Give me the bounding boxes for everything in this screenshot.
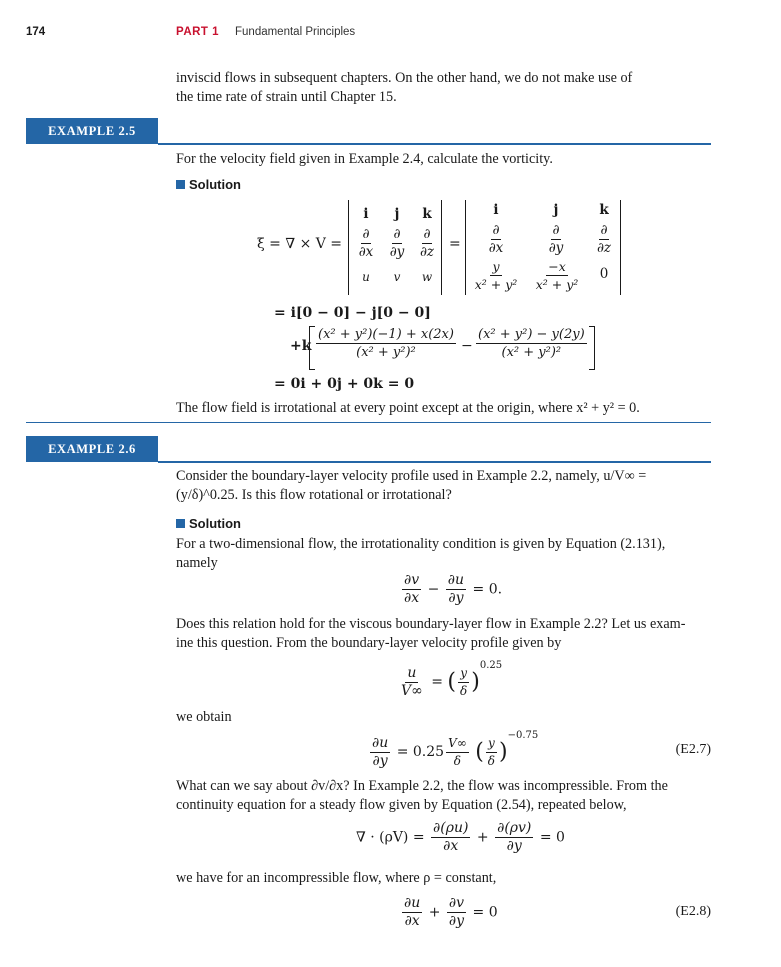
- p1-line-2: namely: [176, 555, 218, 571]
- det-equals: =: [449, 236, 461, 252]
- example-2-6-question-line-2: (y/δ)^0.25. Is this flow rotational or irrotational?: [176, 487, 452, 503]
- section-divider: [26, 422, 711, 423]
- example-2-6-label: EXAMPLE 2.6: [26, 436, 158, 462]
- p4-line-2: continuity equation for a steady flow given by Equation (2.54), repeated below,: [176, 797, 627, 813]
- example-2-6-question-line-1: Consider the boundary-layer velocity profile used in Example 2.2, namely, u/V∞ =: [176, 468, 647, 484]
- equation-e2-7: $\frac{\partial u}{\partial y}$ = 0.25 $\frac{V\infty}{\delta}$ ( $\frac{y}{\delta}$ )$^{-0.75}$: [372, 730, 539, 769]
- det2-d2: $\frac{\partial}{\partial y}$: [548, 222, 564, 256]
- equation-e2-8: $\frac{\partial u}{\partial x}$ + $\frac{\partial v}{\partial y}$ = 0: [404, 895, 498, 929]
- step-2-frac-1: $\frac{\text{(x² + y²)(−1) + x(2x)}}{\text{(x² + y²)²}}$: [318, 327, 454, 360]
- p3: we obtain: [176, 709, 232, 725]
- det1-d1: $\frac{\partial}{\partial x}$: [358, 226, 374, 260]
- example-2-5-question: For the velocity field given in Example 2.4, calculate the vorticity.: [176, 151, 553, 167]
- solution-square-icon: [176, 180, 185, 189]
- det2-right-bar: [620, 200, 621, 295]
- det1-left-bar: [348, 200, 349, 295]
- det2-d3: $\frac{\partial}{\partial z}$: [596, 222, 612, 256]
- example-2-5-solution-heading: Solution: [176, 177, 241, 192]
- example-2-6-solution-heading: Solution: [176, 516, 241, 531]
- det1-d2: $\frac{\partial}{\partial y}$: [389, 226, 405, 260]
- irrotational-equation: $\frac{\partial v}{\partial x}$ − $\frac{\partial u}{\partial y}$ = 0.: [404, 572, 503, 606]
- det2-y-frac: $\frac{y}{\text{x² + y²}}$: [474, 259, 518, 292]
- page-number: 174: [26, 26, 46, 38]
- step-2-minus: −: [461, 338, 473, 354]
- vorticity-step-3: = 0i + 0j + 0k = 0: [274, 376, 415, 392]
- part-title: Fundamental Principles: [235, 26, 356, 38]
- p2-line-2: ine this question. From the boundary-layer velocity profile given by: [176, 635, 562, 651]
- step-2-frac-2: $\frac{\text{(x² + y²) − y(2y)}}{\text{(x² + y²)²}}$: [478, 327, 585, 360]
- p2-line-1: Does this relation hold for the viscous boundary-layer flow in Example 2.2? Let us exam-: [176, 616, 686, 632]
- det1-i: i: [363, 206, 369, 222]
- vorticity-step-2-prefix: +k: [290, 338, 312, 354]
- p5: we have for an incompressible flow, where ρ = constant,: [176, 870, 497, 886]
- p1-line-1: For a two-dimensional flow, the irrotationality condition is given by Equation (2.131),: [176, 536, 666, 552]
- profile-equation: $\frac{u}{V\infty}$ = ( $\frac{y}{\delta}$ )$^{0.25}$: [401, 660, 503, 699]
- det1-k: k: [422, 206, 432, 222]
- intro-line-1: inviscid flows in subsequent chapters. On the other hand, we do not make use of: [176, 70, 633, 86]
- example-2-5-rule: [158, 143, 711, 145]
- det1-j: j: [394, 206, 400, 222]
- vorticity-lhs: ξ = ∇ × V =: [257, 236, 343, 252]
- example-2-6-rule: [158, 461, 711, 463]
- solution-square-icon: [176, 519, 185, 528]
- det1-v: v: [393, 270, 401, 284]
- intro-line-2: the time rate of strain until Chapter 15.: [176, 89, 397, 105]
- det2-x-frac: $\frac{-x}{\text{x² + y²}}$: [535, 259, 579, 292]
- det2-d1: $\frac{\partial}{\partial x}$: [488, 222, 504, 256]
- part-label: PART 1: [176, 26, 220, 38]
- example-2-5-conclusion: The flow field is irrotational at every point except at the origin, where x² + y² = 0.: [176, 400, 640, 416]
- equation-tag-e2-7: (E2.7): [675, 742, 711, 757]
- det1-d3: $\frac{\partial}{\partial z}$: [419, 226, 435, 260]
- example-2-5-label: EXAMPLE 2.5: [26, 118, 158, 144]
- det2-i: i: [493, 202, 499, 218]
- det2-j: j: [553, 202, 559, 218]
- det2-k: k: [599, 202, 609, 218]
- det1-u: u: [362, 270, 370, 284]
- det1-w: w: [421, 270, 433, 284]
- right-bracket: [589, 326, 595, 370]
- det2-zero: 0: [599, 266, 609, 282]
- p4-line-1: What can we say about ∂v/∂x? In Example 2.2, the flow was incompressible. From the: [176, 778, 668, 794]
- det1-right-bar: [441, 200, 442, 295]
- equation-tag-e2-8: (E2.8): [675, 904, 711, 919]
- vorticity-step-1: = i[0 − 0] − j[0 − 0]: [274, 305, 431, 321]
- continuity-equation: ∇ · (ρV) = $\frac{\partial(\rho u)}{\partial x}$ + $\frac{\partial(\rho v)}{\partial y}$ = 0: [356, 820, 565, 854]
